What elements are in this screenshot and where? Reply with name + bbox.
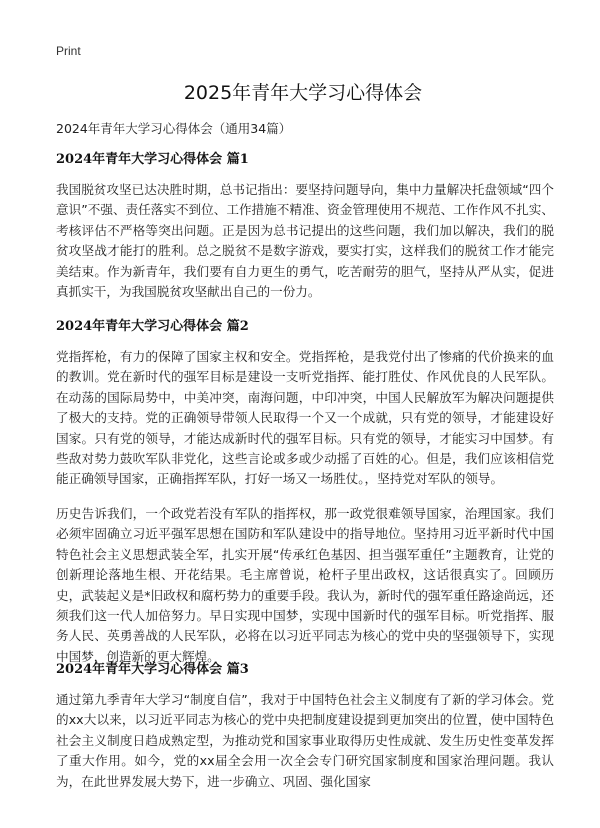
section-paragraph: 通过第九季青年大学习“制度自信”，我对于中国特色社会主义制度有了新的学习体会。党的xx大以来，以习近平同志为核心的党中央把制度建设提到更加突出的位置，使中国特色社会主义制度日趋成熟定型，为推动党和国家事业取得历史性成就、发生历史性变革发挥了重大作用。如今，党的xx届全会用一次全会专门研究国家制度和国家治理问题。我认为，在此世界发展大势下，进一步确立、巩固、强化国家 — [56, 692, 554, 789]
section-heading: 2024年青年大学习心得体会 篇1 — [56, 152, 249, 167]
print-link[interactable]: Print — [56, 44, 81, 58]
page-title: 2025年青年大学习心得体会 — [183, 82, 423, 104]
section-paragraph: 党指挥枪，有力的保障了国家主权和安全。党指挥枪，是我党付出了惨痛的代价换来的血的教训。党在新时代的强军目标是建设一支听党指挥、能打胜仗、作风优良的人民军队。在动荡的国际局势中，中美冲突，南海问题，中印冲突，中国人民解放军为解决问题提供了极大的支持。党的正确领导带领人民取得一个又一个成就，只有党的领导，才能建设好国家。只有党的领导，才能达成新时代的强军目标。只有党的领导，才能实习中国梦。有些敌对势力鼓吹军队非党化，这些言论或多或少动摇了百姓的心。但是，我们应该相信党能正确领导国家，正确指挥军队，打好一场又一场胜仗。，坚持党对军队的领导。 — [56, 349, 554, 487]
section-heading: 2024年青年大学习心得体会 篇2 — [56, 319, 249, 334]
section-paragraph: 我国脱贫攻坚已达决胜时期，总书记指出：要坚持问题导向，集中力量解决托盘领域“四个意识”不强、责任落实不到位、工作措施不精准、资金管理使用不规范、工作作风不扎实、考核评估不严格等突出问题。正是因为总书记提出的这些问题，我们加以解决，我们的脱贫攻坚战才能打的胜利。总之脱贫不是数字游戏，要实打实，这样我们的脱贫工作才能完美结束。作为新青年，我们要有自力更生的勇气，吃苦耐劳的胆气，坚持从严从实，促进真抓实干，为我国脱贫攻坚献出自己的一份力。 — [56, 182, 554, 300]
section-paragraph: 历史告诉我们，一个政党若没有军队的指挥权，那一政党很难领导国家，治理国家。我们必须牢固确立习近平强军思想在国防和军队建设中的指导地位。坚持用习近平新时代中国特色社会主义思想武装全军，扎实开展“传承红色基因、担当强军重任”主题教育，让党的创新理论落地生根、开花结果。毛主席曾说，枪杆子里出政权，这话很真实了。回顾历史，武装起义是*旧政权和腐朽势力的重要手段。我认为，新时代的强军重任路途尚远，还须我们这一代人加倍努力。早日实现中国梦，实现中国新时代的强军目标。听党指挥、服务人民、英勇善战的人民军队，必将在以习近平同志为核心的党中央的坚强领导下，实现中国梦，创造新的更大辉煌。 — [56, 506, 554, 664]
section-heading: 2024年青年大学习心得体会 篇3 — [56, 662, 249, 677]
document-subtitle: 2024年青年大学习心得体会（通用34篇） — [56, 121, 292, 136]
